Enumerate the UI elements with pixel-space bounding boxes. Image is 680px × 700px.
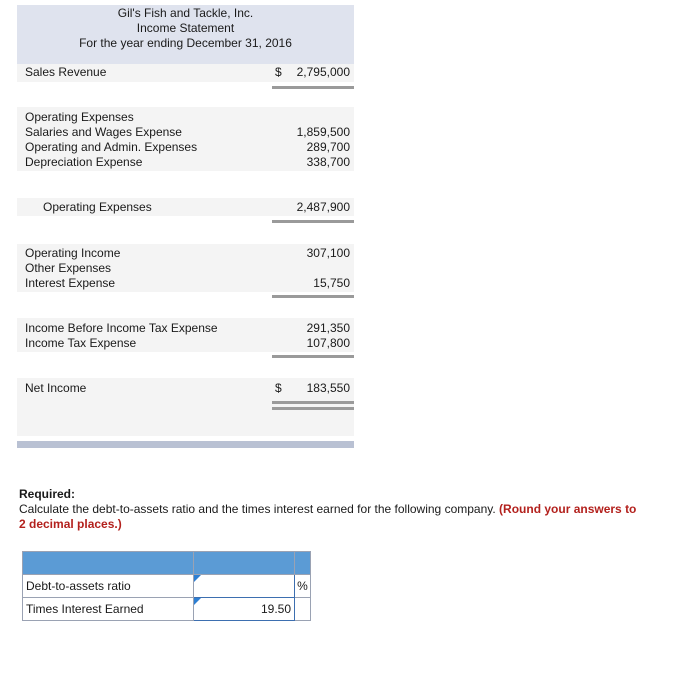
operating-income-label: Operating Income [25,246,121,260]
times-interest-earned-unit [295,598,311,621]
times-interest-earned-label: Times Interest Earned [23,598,194,621]
table-row [23,598,311,621]
income-tax-label: Income Tax Expense [25,336,137,350]
sales-revenue-label: Sales Revenue [25,65,107,79]
income-before-tax-label: Income Before Income Tax Expense [25,321,218,335]
operating-expenses-total-label: Operating Expenses [43,200,152,214]
interest-expense-underline [272,295,354,298]
salaries-wages-label: Salaries and Wages Expense [25,125,182,139]
income-tax-underline [272,355,354,358]
statement-period: For the year ending December 31, 2016 [79,36,292,50]
net-income-amount: 183,550 [306,381,350,395]
net-income-label: Net Income [25,381,87,395]
statement-title: Income Statement [136,21,235,35]
depreciation-amount: 338,700 [306,155,350,169]
interest-expense-label: Interest Expense [25,276,116,290]
net-income-double-underline-2 [272,407,354,410]
income-tax-amount: 107,800 [306,336,350,350]
operating-admin-label: Operating and Admin. Expenses [25,140,198,154]
sales-revenue-amount: 2,795,000 [296,65,350,79]
debt-to-assets-input[interactable] [194,575,295,598]
company-name: Gil's Fish and Tackle, Inc. [117,6,254,20]
table-row [23,575,311,598]
required-section [19,487,639,532]
other-expenses-heading: Other Expenses [25,261,112,275]
interest-expense-amount: 15,750 [313,276,350,290]
times-interest-earned-input[interactable] [194,598,295,621]
sales-revenue-currency: $ [275,65,282,79]
depreciation-label: Depreciation Expense [25,155,143,169]
income-before-tax-amount: 291,350 [306,321,350,335]
operating-admin-amount: 289,700 [306,140,350,154]
header-cell [194,552,295,575]
required-heading: Required: [19,487,76,501]
operating-expenses-underline [272,220,354,223]
answer-table-header [23,552,311,575]
header-cell [23,552,194,575]
answer-table [22,551,311,621]
operating-expenses-total-amount: 2,487,900 [296,200,350,214]
rounding-instruction: (Round your answers to 2 decimal places.) [19,502,637,531]
times-interest-earned-value: 19.50 [260,602,291,616]
operating-expenses-heading: Operating Expenses [25,110,134,124]
sales-revenue-underline [272,86,354,89]
input-flag-icon [194,575,201,582]
input-flag-icon [194,598,201,605]
header-cell [295,552,311,575]
net-income-currency: $ [275,381,282,395]
statement-bottom-bar [17,441,354,448]
net-income-double-underline-1 [272,401,354,404]
operating-income-amount: 307,100 [306,246,350,260]
debt-to-assets-label: Debt-to-assets ratio [23,575,194,598]
required-text: Calculate the debt-to-assets ratio and the times interest earned for the following company. [19,502,496,516]
percent-unit: % [295,575,311,598]
salaries-wages-amount: 1,859,500 [296,125,350,139]
